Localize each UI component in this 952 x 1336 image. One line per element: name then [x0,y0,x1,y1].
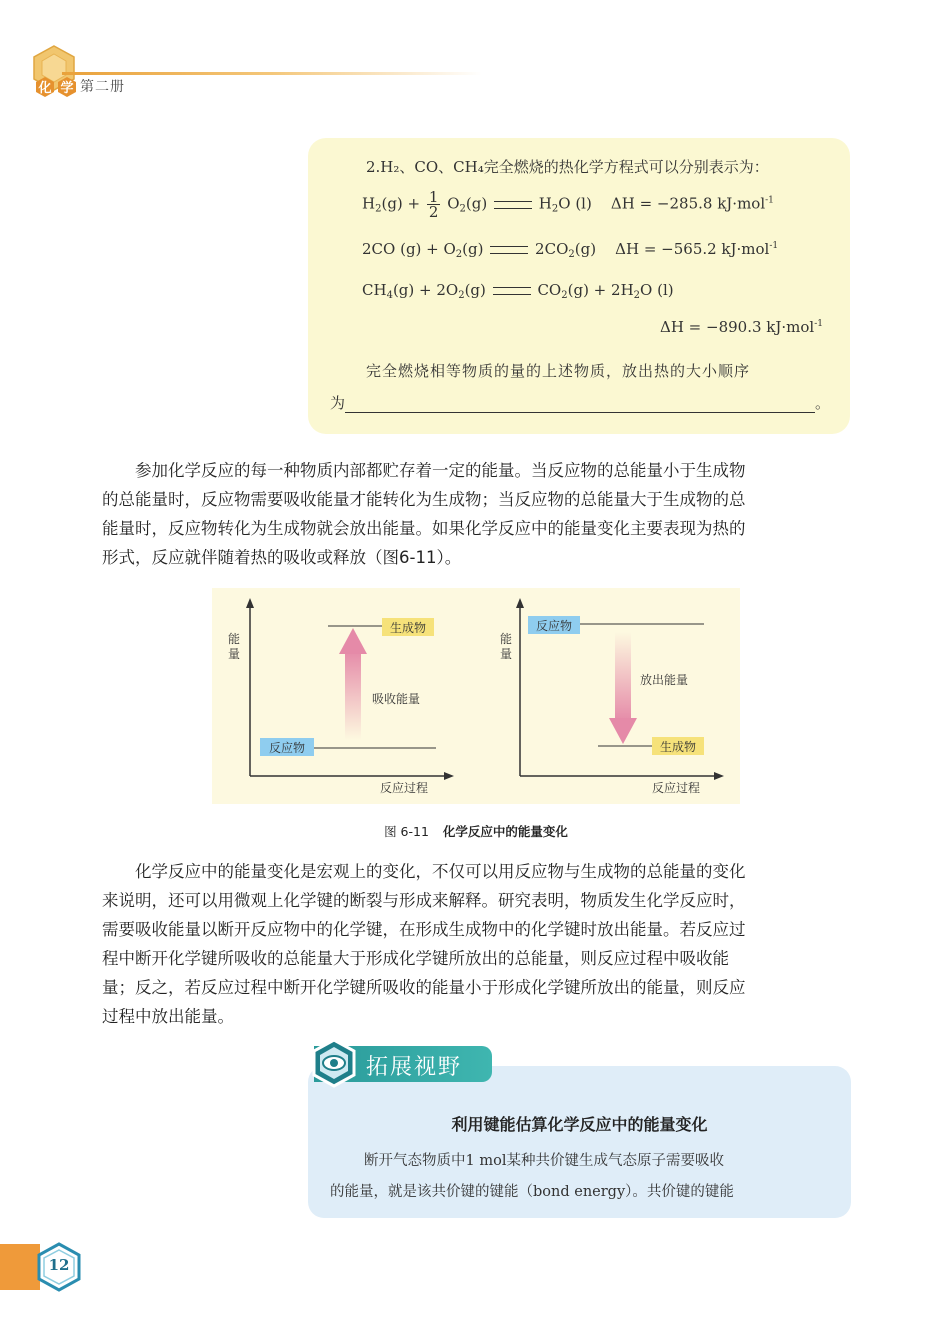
eye-icon [308,1038,360,1088]
equation-h2: $H_2(g)$ + $\frac{1}{2}$ $O_2(g)$ $H_2O$ (l) ΔH = −285.8 kJ·mol$^{-1}$ [362,188,774,221]
figure-caption [0,822,952,840]
right-y-label-1: 能 [500,632,513,646]
subject-char-1: 化 [38,81,52,96]
extension-line: 断开气态物质中1 mol某种共价键生成气态原子需要吸收 [364,1153,724,1169]
paragraph-line: 需要吸收能量以断开反应物中的化学键，在形成生成物中的化学键时放出能量。若反应过 [102,920,746,939]
right-arrow-head [609,718,637,744]
left-arrow-label: 吸收能量 [372,692,421,706]
left-x-axis-arrowhead [444,772,454,780]
paragraph-bond-energy [102,857,854,1031]
left-y-label-1: 能 [228,632,241,646]
paragraph-line: 程中断开化学键所吸收的总能量大于形成化学键所放出的总能量，则反应过程中吸收能 [102,949,729,968]
figure-caption-text: 化学反应中的能量变化 [442,824,568,839]
page-number: 12 [48,1256,70,1274]
right-y-label-2: 量 [500,647,513,661]
exercise-box [308,138,850,434]
right-reactant-label: 反应物 [535,619,573,633]
extension-tab-label: 拓展视野 [366,1055,463,1080]
right-y-axis-arrowhead [516,598,524,608]
paragraph-line: 来说明，还可以用微观上化学键的断裂与形成来解释。研究表明，物质发生化学反应时， [102,891,746,910]
left-reactant-label: 反应物 [268,741,306,755]
left-y-axis-arrowhead [246,598,254,608]
right-x-axis-arrowhead [714,772,724,780]
exercise-intro: 2.H₂、CO、CH₄完全燃烧的热化学方程式可以分别表示为： [366,158,769,176]
equation-ch4: $CH_4(g) + 2O_2(g) CO_2(g) + 2H_2O$ (l) [362,281,674,301]
question-line-2: 为 。 [330,394,831,412]
paragraph-line: 化学反应中的能量变化是宏观上的变化，不仅可以用反应物与生成物的总能量的变化 [135,862,746,881]
left-diagram-absorb [228,598,454,795]
paragraph-line: 参加化学反应的每一种物质内部都贮存着一定的能量。当反应物的总能量小于生成物 [135,461,746,480]
right-arrow-label: 放出能量 [640,673,689,687]
equation-ch4-enthalpy: ΔH = −890.3 kJ·mol$^{-1}$ [660,318,823,336]
equation-co: 2CO $(g) + O_2(g)$ $2CO_2(g)$ ΔH = −565.2 kJ·mol$^{-1}$ [362,240,779,260]
left-product-label: 生成物 [389,621,427,635]
paragraph-energy-intro [102,456,854,572]
figure-caption-number: 图 6-11 [384,824,429,839]
paragraph-line: 的总能量时，反应物需要吸收能量才能转化为生成物；当反应物的总能量大于生成物的总 [102,490,746,509]
energy-diagrams-svg [212,588,740,804]
extension-title: 利用键能估算化学反应中的能量变化 [451,1115,708,1134]
extension-body [330,1146,835,1208]
header-subject-badge [34,76,78,98]
right-diagram-release [500,598,724,795]
equal-sign [493,287,531,295]
figure-energy-diagrams [212,588,740,804]
right-arrow-shaft [615,632,631,722]
equal-sign [494,201,532,209]
header-rule [62,72,482,75]
left-x-label: 反应过程 [380,781,429,795]
question-line-1: 完全燃烧相等物质的量的上述物质，放出热的大小顺序 [366,362,751,380]
right-product-label: 生成物 [659,740,697,754]
equal-sign [490,246,528,254]
paragraph-line: 量；反之，若反应过程中断开化学键所吸收的能量小于形成化学键所放出的能量，则反应 [102,978,746,997]
right-x-label: 反应过程 [652,781,701,795]
left-arrow-shaft [345,650,361,740]
left-y-label-2: 量 [228,647,241,661]
subject-char-2: 学 [60,81,74,96]
answer-blank[interactable] [345,396,815,413]
book-volume-label: 第二册 [80,79,125,95]
paragraph-line: 能量时，反应物转化为生成物就会放出能量。如果化学反应中的能量变化主要表现为热的 [102,519,746,538]
extension-line: 的能量，就是该共价键的键能（bond energy）。共价键的键能 [330,1184,734,1200]
left-arrow-head [339,628,367,654]
paragraph-line: 形式，反应就伴随着热的吸收或释放（图6-11）。 [102,548,462,567]
paragraph-line: 过程中放出能量。 [102,1007,234,1026]
fraction-one-half: $\frac{1}{2}$ [428,188,439,221]
